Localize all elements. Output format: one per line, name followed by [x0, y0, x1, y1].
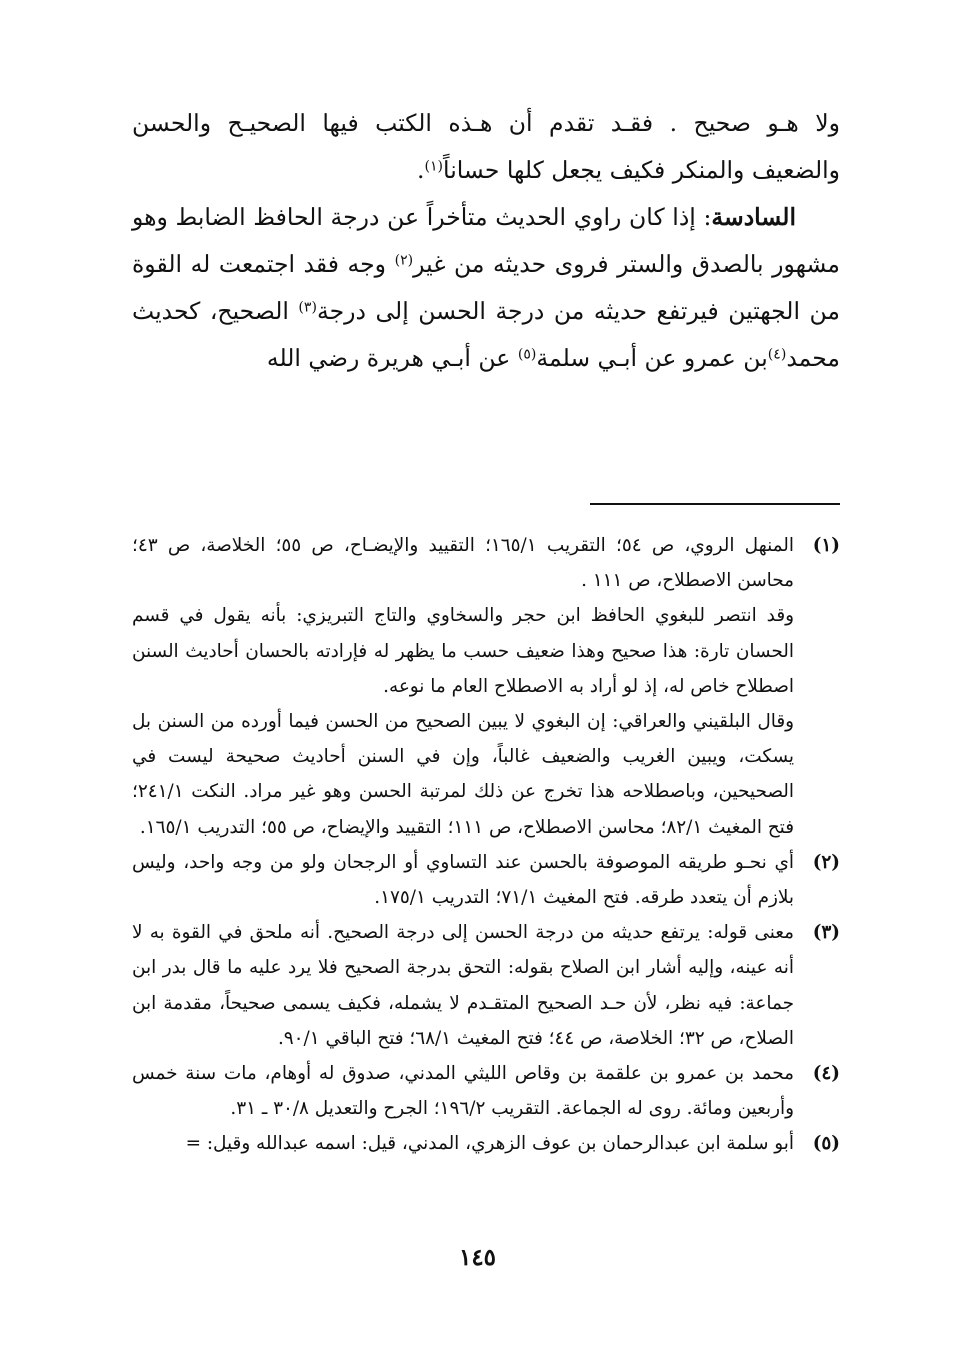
footnote-ref-1[interactable]: (١) [424, 158, 444, 175]
footnote-ref-2[interactable]: (٢) [394, 252, 414, 269]
page-number: ١٤٥ [458, 1244, 497, 1271]
footnote-body [132, 1056, 794, 1126]
footnote-body [132, 915, 794, 1056]
footnote-ref-3[interactable]: (٣) [298, 299, 317, 316]
footnote-2 [132, 845, 840, 915]
paragraph-2-text-1: : إذا كان راوي الحديث متأخراً عن درجة الحافظ الضابط وهو مشهور بالصدق والستر فروى حديثه من غير [132, 203, 841, 278]
main-line-2: والضعيف والمنكر فكيف يجعل كلها حساناً [443, 156, 840, 184]
main-paragraph-1 [132, 100, 840, 147]
footnote-ref-5[interactable]: (٥) [517, 346, 537, 363]
footnote-paragraph: وقد انتصر للبغوي الحافظ ابن حجر والسخاوي والتاج التبريزي: بأنه يقول في قسم الحسان تارة: هذا صحيح وهذا ضعيف حسب ما يظهر له فإرادته بالحسان أحاديث السنن اصطلاح خاص له، إذ لو أراد به الاصطلاح العام ما نوعه. [132, 605, 794, 697]
footnote-5 [132, 1126, 840, 1161]
page-body [132, 100, 841, 1155]
main-text [132, 100, 840, 382]
paragraph-2-text-2: وجه فقد اجتمعت له القوة من الجهتين فيرتفع حديثه من درجة الحسن إلى درجة [132, 250, 840, 325]
footnote-paragraph: معنى قوله: يرتفع حديثه من درجة الحسن إلى درجة الصحيح. أنه ملحق في القوة به لا أنه عينه، وإليه أشار ابن الصلاح بقوله: التحق بدرجة الصحيح فلا يرد عليه ما قال بدر ابن جماعة: فيه نظر، لأن حـد الصحيح المتقـدم لا يشمله، فكيف يسمى صحيحاً، مقدمة ابن الصلاح، ص ٣٢؛ الخلاصة، ص ٤٤؛ فتح المغيث ٦٨/١؛ فتح الباقي ٩٠/١. [132, 922, 794, 1049]
footnotes [132, 528, 840, 1162]
footnote-paragraph: أبو سلمة ابن عبدالرحمان بن عوف الزهري، المدني، قيل: اسمه عبدالله وقيل: = [185, 1133, 794, 1155]
footnote-body [132, 528, 794, 845]
footnote-number: (٣) [812, 922, 840, 944]
footnote-separator [590, 503, 840, 505]
paragraph-2-text-3: الصحيح، كحديث محمد [132, 297, 840, 372]
footnote-number: (٥) [812, 1133, 840, 1155]
paragraph-2-text-4: بن عمرو عن أبـي سلمة [536, 344, 768, 372]
paragraph-2-text-5: عن أبـي هريرة رضي الله [266, 344, 518, 372]
footnote-paragraph: محمد بن عمرو بن علقمة بن وقاص الليثي المدني، صدوق له أوهام، مات سنة خمس وأربعين ومائة. روى له الجماعة. التقريب ١٩٦/٢؛ الجرح والتعديل ٣٠/٨ ـ ٣١. [132, 1063, 794, 1120]
sentence-end: . [416, 156, 425, 184]
main-line-1: ولا هـو صحيح . فقـد تقدم أن هـذه الكتب فيها الصحيـح والحسن [132, 109, 840, 137]
main-paragraph-1-end [132, 147, 840, 194]
footnote-paragraph: وقال البلقيني والعراقي: إن البغوي لا يبين الصحيح من الحسن فيما أورده من السنن بل يسكت، ويبين الغريب والضعيف غالباً، وإن في السنن أحاديث صحيحة ليست في الصحيحين، وباصطلاحه هذا تخرج عن ذلك لمرتبة الحسن وهو غير مراد. النكت ٢٤١/١؛ فتح المغيث ٨٢/١؛ محاسن الاصطلاح، ص ١١١؛ التقييد والإيضاح، ص ٥٥؛ التدريب ١٦٥/١. [132, 711, 794, 838]
footnote-ref-4[interactable]: (٤) [767, 346, 787, 363]
footnote-paragraph: المنهل الروي، ص ٥٤؛ التقريب ١٦٥/١؛ التقييد والإيضـاح، ص ٥٥؛ الخلاصة، ص ٤٣؛ محاسن الاصطلاح، ص ١١١ . [132, 535, 794, 592]
footnote-body [132, 845, 794, 915]
footnote-number: (٤) [812, 1063, 840, 1085]
footnote-number: (١) [812, 535, 840, 556]
footnote-number: (٢) [812, 851, 840, 873]
footnote-4 [132, 1056, 840, 1126]
footnote-body [132, 1126, 794, 1161]
footnote-3 [132, 915, 840, 1056]
footnote-1 [132, 528, 840, 845]
section-label: السادسة [711, 203, 796, 231]
footnote-paragraph: أي نحـو طريقه الموصوفة بالحسن عند التساوي أو الرجحان ولو من وجه واحد، وليس بلازم أن يتعدد طرقه. فتح المغيث ٧١/١؛ التدريب ١٧٥/١. [132, 851, 794, 909]
main-paragraph-2 [132, 194, 840, 382]
